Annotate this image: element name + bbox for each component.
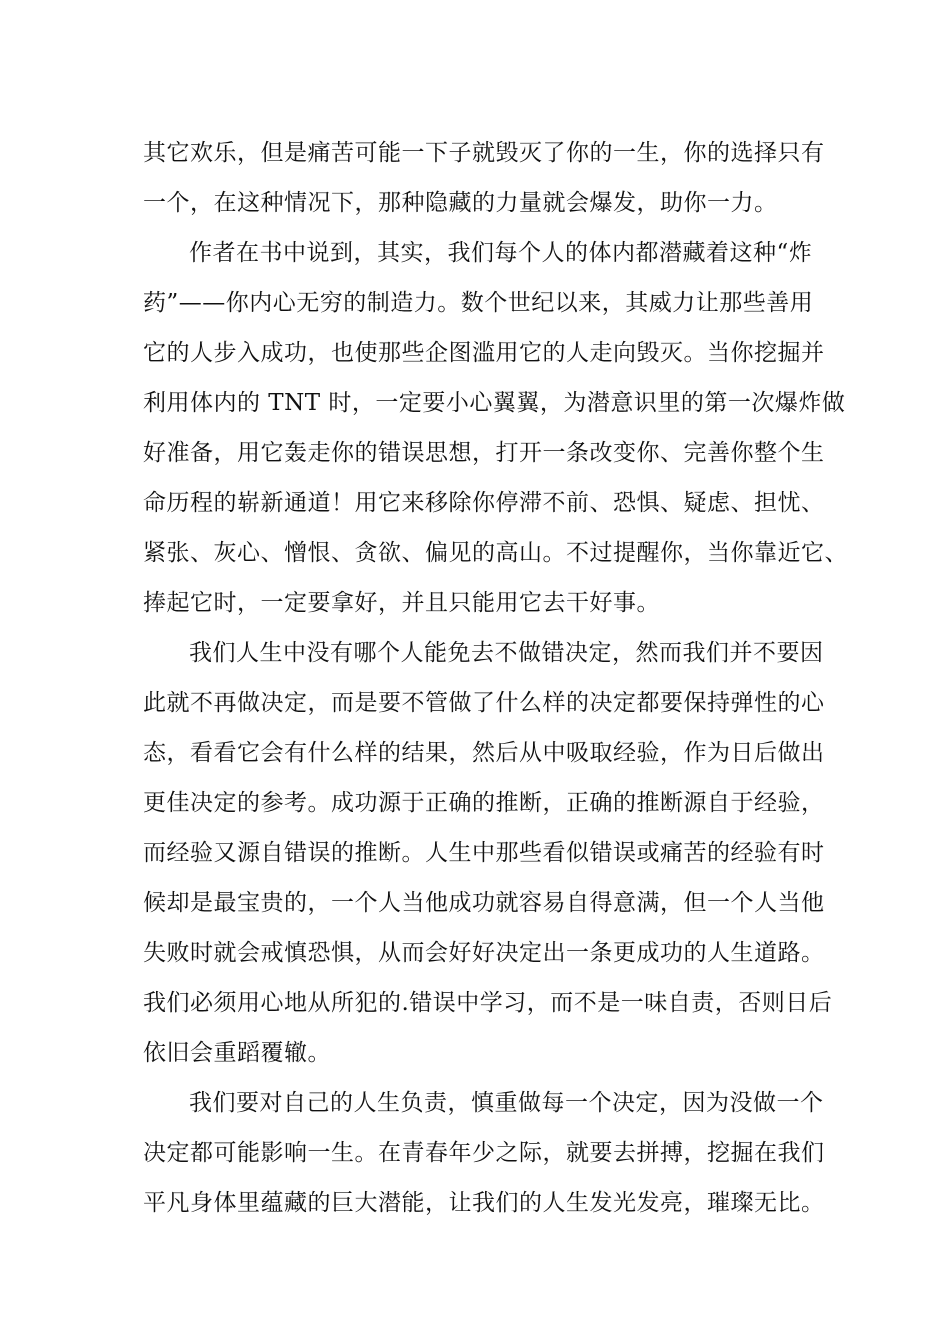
text-line: 平凡身体里蕴藏的巨大潜能，让我们的人生发光发亮，璀璨无比。 — [143, 1190, 825, 1216]
text-line: 而经验又源自错误的推断。人生中那些看似错误或痛苦的经验有时 — [143, 840, 825, 866]
text-line: 捧起它时，一定要拿好，并且只能用它去干好事。 — [143, 590, 660, 616]
text-line: 依旧会重蹈覆辙。 — [143, 1040, 331, 1066]
text-line: 决定都可能影响一生。在青春年少之际，就要去拼搏，挖掘在我们 — [143, 1140, 825, 1166]
body-text — [143, 131, 848, 1231]
text-line: 好准备，用它轰走你的错误思想，打开一条改变你、完善你整个生 — [143, 440, 825, 466]
text-line: 作者在书中说到，其实，我们每个人的体内都潜藏着这种“炸 — [189, 240, 813, 266]
text-line: 更佳决定的参考。成功源于正确的推断，正确的推断源自于经验， — [143, 790, 825, 816]
text-line: 态，看看它会有什么样的结果，然后从中吸取经验，作为日后做出 — [143, 740, 825, 766]
text-line: 一个，在这种情况下，那种隐藏的力量就会爆发，助你一力。 — [143, 190, 778, 216]
text-line: 其它欢乐，但是痛苦可能一下子就毁灭了你的一生，你的选择只有 — [143, 140, 825, 166]
text-line: 我们必须用心地从所犯的.错误中学习，而不是一味自责，否则日后 — [143, 990, 833, 1016]
text-line: 命历程的崭新通道！用它来移除你停滞不前、恐惧、疑虑、担忧、 — [143, 490, 825, 516]
text-line: 利用体内的 TNT 时，一定要小心翼翼，为潜意识里的第一次爆炸做 — [143, 390, 846, 416]
text-line: 失败时就会戒慎恐惧，从而会好好决定出一条更成功的人生道路。 — [143, 940, 825, 966]
text-line: 候却是最宝贵的，一个人当他成功就容易自得意满，但一个人当他 — [143, 890, 825, 916]
text-line: 紧张、灰心、憎恨、贪欲、偏见的高山。不过提醒你，当你靠近它、 — [143, 540, 848, 566]
text-line: 我们要对自己的人生负责，慎重做每一个决定，因为没做一个 — [189, 1090, 824, 1116]
text-line: 我们人生中没有哪个人能免去不做错决定，然而我们并不要因 — [189, 640, 824, 666]
text-line: 它的人步入成功，也使那些企图滥用它的人走向毁灭。当你挖掘并 — [143, 340, 825, 366]
text-line: 药”——你内心无穷的制造力。数个世纪以来，其威力让那些善用 — [143, 290, 814, 316]
text-line: 此就不再做决定，而是要不管做了什么样的决定都要保持弹性的心 — [143, 690, 825, 716]
